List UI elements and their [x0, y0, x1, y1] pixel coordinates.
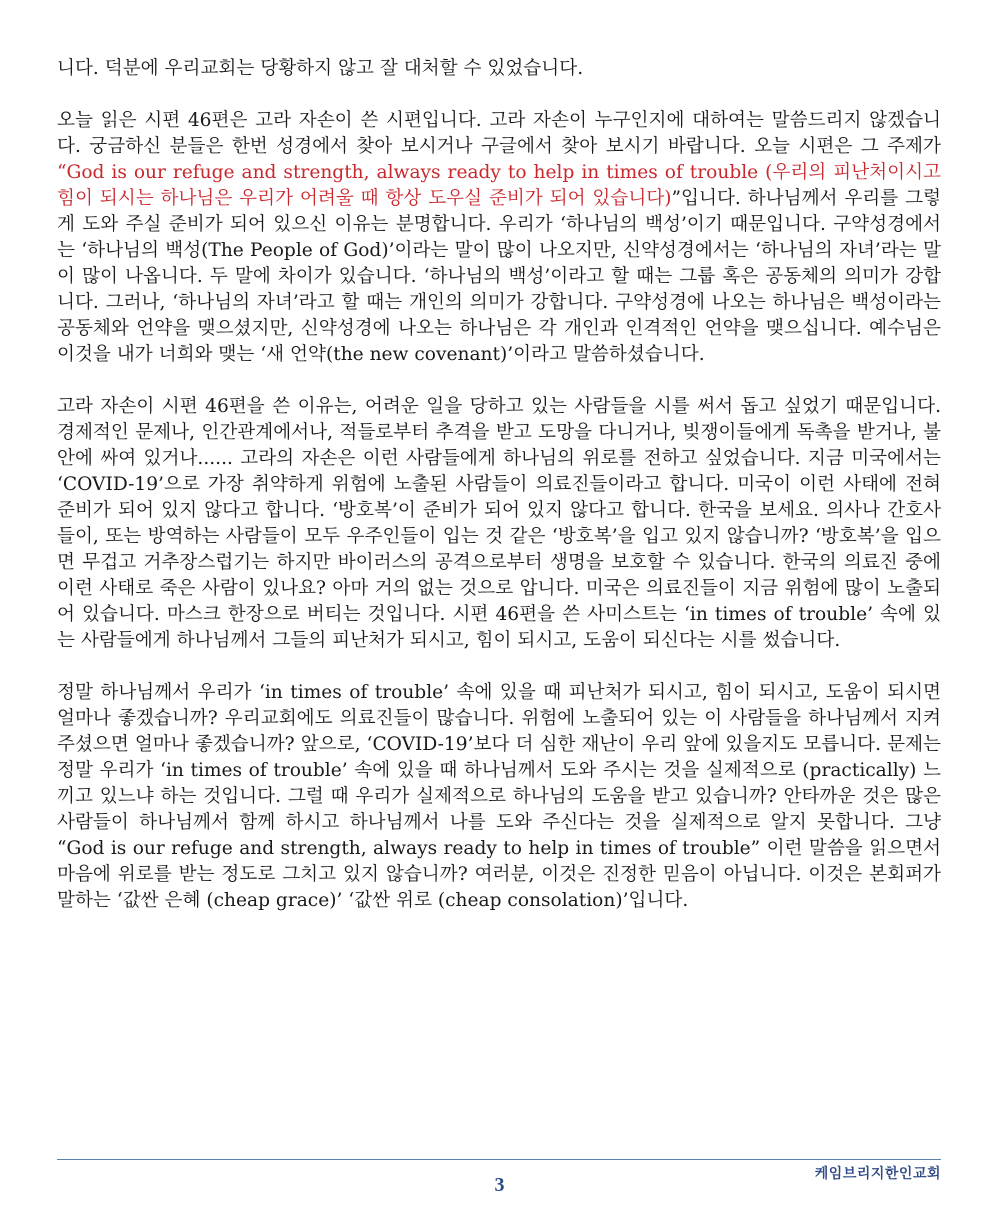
paragraph-2-intro: 오늘 읽은 시편 46편은 고라 자손이 쓴 시편입니다. 고라 자손이 누구인지에 대하여는 말씀드리지 않겠습니다. 궁금하신 분들은 한번 성경에서 찾아 보시거나 구글에서 찾아 보시기 바랍니다. 오늘 시편은 그 주제가	[57, 110, 941, 157]
paragraph-4: 정말 하나님께서 우리가 ‘in times of trouble’ 속에 있을 때 피난처가 되시고, 힘이 되시고, 도움이 되시면 얼마나 좋겠습니까? 우리교회에도 의료진들이 많습니다. 위험에 노출되어 있는 이 사람들을 하나님께서 지켜 주셨으면 얼마나 좋겠습니까? 앞으로, ‘COVID-19’보다 더 심한 재난이 우리 앞에 있을지도 모릅니다. 문제는 정말 우리가 ‘in times of trouble’ 속에 있을 때 하나님께서 도와 주시는 것을 실제적으로 (practically) 느끼고 있느냐 하는 것입니다. 그럴 때 우리가 실제적으로 하나님의 도움을 받고 있습니까? 안타까운 것은 많은 사람들이 하나님께서 함께 하시고 하나님께서 나를 도와 주신다는 것을 실제적으로 알지 못합니다. 그냥 “God is our refuge and strength, always ready to help in times of trouble” 이런 말씀을 읽으면서 마음에 위로를 받는 정도로 그치고 있지 않습니까? 여러분, 이것은 진정한 믿음이 아닙니다. 이것은 본회퍼가 말하는 ‘값싼 은혜 (cheap grace)’ ‘값싼 위로 (cheap consolation)’입니다.	[57, 682, 941, 911]
paragraph-1: 니다. 덕분에 우리교회는 당황하지 않고 잘 대처할 수 있었습니다.	[57, 58, 584, 79]
church-name: 케임브리지한인교회	[814, 1166, 941, 1182]
paragraph-3: 고라 자손이 시편 46편을 쓴 이유는, 어려운 일을 당하고 있는 사람들을 시를 써서 돕고 싶었기 때문입니다. 경제적인 문제나, 인간관계에서나, 적들로부터 추격을 받고 도망을 다니거나, 빚쟁이들에게 독촉을 받거나, 불안에 싸여 있거나...... 고라의 자손은 이런 사람들에게 하나님의 위로를 전하고 싶었습니다. 지금 미국에서는 ‘COVID-19’으로 가장 취약하게 위험에 노출된 사람들이 의료진들이라고 합니다. 미국이 이런 사태에 전혀 준비가 되어 있지 않다고 합니다. ‘방호복’이 준비가 되어 있지 않다고 합니다. 한국을 보세요. 의사나 간호사들이, 또는 방역하는 사람들이 모두 우주인들이 입는 것 같은 ‘방호복’을 입고 있지 않습니까? ‘방호복’을 입으면 무겁고 거추장스럽기는 하지만 바이러스의 공격으로부터 생명을 보호할 수 있습니다. 한국의 의료진 중에 이런 사태로 죽은 사람이 있나요? 아마 거의 없는 것으로 압니다. 미국은 의료진들이 지금 위험에 많이 노출되어 있습니다. 마스크 한장으로 버티는 것입니다. 시편 46편을 쓴 사미스트는 ‘in times of trouble’ 속에 있는 사람들에게 하나님께서 그들의 피난처가 되시고, 힘이 되시고, 도움이 되신다는 시를 썼습니다.	[57, 396, 941, 651]
paragraph-2-rest: ”입니다. 하나님께서 우리를 그렇게 도와 주실 준비가 되어 있으신 이유는 분명합니다. 우리가 ‘하나님의 백성’이기 때문입니다. 구약성경에서는 ‘하나님의 백성(The People of God)’이라는 말이 많이 나오지만, 신약성경에서는 ‘하나님의 자녀’라는 말이 많이 나옵니다. 두 말에 차이가 있습니다. ‘하나님의 백성’이라고 할 때는 그룹 혹은 공동체의 의미가 강합니다. 그러나, ‘하나님의 자녀’라고 할 때는 개인의 의미가 강합니다. 구약성경에 나오는 하나님은 백성이라는 공동체와 언약을 맺으셨지만, 신약성경에 나오는 하나님은 각 개인과 인격적인 언약을 맺으십니다. 예수님은 이것을 내가 너희와 맺는 ‘새 언약(the new covenant)’이라고 말씀하셨습니다.	[57, 188, 941, 365]
psalm-quote: “God is our refuge and strength, always ready to help in times of trouble (우리의 피난처이시고 힘이 되시는 하나님은 우리가 어려울 때 항상 도우실 준비가 되어 있습니다)	[57, 162, 941, 209]
page-body	[57, 56, 941, 914]
page-number: 3	[494, 1174, 505, 1196]
footer-divider	[57, 1159, 941, 1160]
paragraph-2	[57, 108, 941, 368]
